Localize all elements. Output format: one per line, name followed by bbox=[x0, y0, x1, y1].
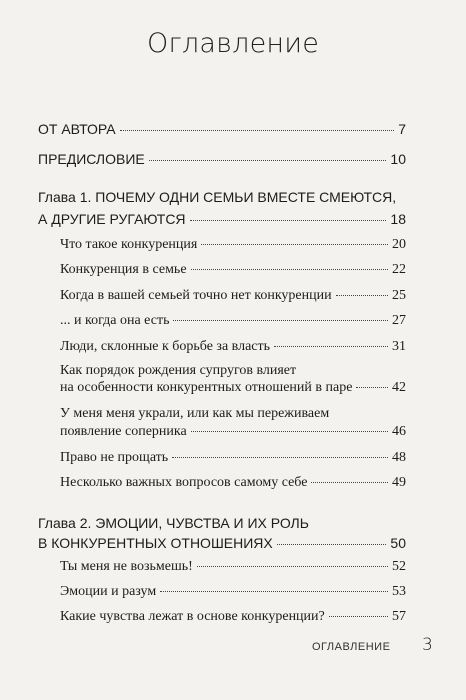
toc-page-number: 46 bbox=[392, 424, 406, 439]
toc-entry-label: появление соперника bbox=[60, 424, 187, 439]
dot-leader bbox=[201, 244, 388, 245]
toc-entry-label: Люди, склонные к борьбе за власть bbox=[60, 339, 271, 354]
toc-page-number: 53 bbox=[392, 584, 406, 599]
toc-entry-rival-line: У меня меня украли, или как мы переживаем bbox=[60, 406, 330, 421]
dot-leader bbox=[120, 130, 395, 131]
toc-page-number: 20 bbox=[392, 237, 406, 252]
toc-entry-feelings-basis[interactable] bbox=[60, 609, 406, 625]
toc-entry-when-it-exists[interactable] bbox=[60, 313, 406, 329]
toc-page-number: 27 bbox=[392, 313, 406, 328]
toc-page-number: 22 bbox=[392, 262, 406, 277]
toc-page-number: 42 bbox=[392, 380, 406, 395]
dot-leader bbox=[149, 160, 387, 161]
running-footer-section: ОГЛАВЛЕНИЕ bbox=[312, 641, 391, 653]
toc-entry-label: В КОНКУРЕНТНЫХ ОТНОШЕНИЯХ bbox=[38, 535, 273, 551]
toc-entry-power-struggle[interactable] bbox=[60, 339, 406, 355]
toc-entry-from-author[interactable] bbox=[38, 121, 406, 137]
toc-page-number: 57 bbox=[392, 609, 406, 624]
toc-page-number: 31 bbox=[392, 339, 406, 354]
toc-entry-birth-order-line: Как порядок рождения супругов влияет bbox=[60, 363, 297, 378]
toc-entry-label: на особенности конкурентных отношений в паре bbox=[60, 380, 353, 395]
toc-page-number: 7 bbox=[398, 121, 406, 137]
dot-leader bbox=[356, 387, 388, 388]
dot-leader bbox=[277, 544, 387, 545]
dot-leader bbox=[191, 431, 388, 432]
toc-entry-no-competition[interactable] bbox=[60, 288, 406, 304]
toc-entry-rival[interactable] bbox=[60, 424, 406, 440]
toc-page-number: 49 bbox=[392, 475, 406, 490]
toc-entry-questions[interactable] bbox=[60, 475, 406, 491]
dot-leader bbox=[311, 482, 388, 483]
toc-entry-what-is-competition[interactable] bbox=[60, 237, 406, 253]
toc-page-number: 52 bbox=[392, 559, 406, 574]
dot-leader bbox=[160, 591, 388, 592]
toc-page-number: 18 bbox=[390, 211, 406, 227]
toc-entry-label: Конкуренция в семье bbox=[60, 262, 187, 277]
dot-leader bbox=[173, 320, 388, 321]
toc-entry-wont-take-me[interactable] bbox=[60, 559, 406, 575]
toc-entry-label: Несколько важных вопросов самому себе bbox=[60, 475, 308, 490]
toc-entry-label: ... и когда она есть bbox=[60, 313, 170, 328]
toc-chapter-1-heading-line: Глава 1. ПОЧЕМУ ОДНИ СЕМЬИ ВМЕСТЕ СМЕЮТСЯ, bbox=[38, 189, 397, 205]
toc-entry-label: ПРЕДИСЛОВИЕ bbox=[38, 151, 145, 167]
toc-entry-right-not-forgive[interactable] bbox=[60, 450, 406, 466]
toc-entry-chapter-1[interactable] bbox=[38, 211, 406, 227]
toc-entry-label: Эмоции и разум bbox=[60, 584, 157, 599]
dot-leader bbox=[172, 457, 388, 458]
dot-leader bbox=[329, 616, 388, 617]
toc-chapter-2-heading-line: Глава 2. ЭМОЦИИ, ЧУВСТВА И ИХ РОЛЬ bbox=[38, 515, 309, 531]
dot-leader bbox=[336, 295, 388, 296]
toc-page-number: 10 bbox=[390, 151, 406, 167]
dot-leader bbox=[191, 269, 388, 270]
toc-page-number: 48 bbox=[392, 450, 406, 465]
toc-entry-competition-in-family[interactable] bbox=[60, 262, 406, 278]
toc-entry-label: Право не прощать bbox=[60, 450, 169, 465]
toc-page-number: 50 bbox=[390, 535, 406, 551]
dot-leader bbox=[274, 346, 388, 347]
dot-leader bbox=[190, 220, 387, 221]
toc-entry-label: Какие чувства лежат в основе конкуренции? bbox=[60, 609, 325, 624]
toc-entry-label: ОТ АВТОРА bbox=[38, 121, 116, 137]
toc-entry-preface[interactable] bbox=[38, 151, 406, 167]
toc-entry-label: Что такое конкуренция bbox=[60, 237, 198, 252]
toc-entry-chapter-2[interactable] bbox=[38, 535, 406, 551]
toc-entry-emotions-reason[interactable] bbox=[60, 584, 406, 600]
toc-entry-label: Когда в вашей семьей точно нет конкуренции bbox=[60, 288, 332, 303]
toc-entry-birth-order[interactable] bbox=[60, 380, 406, 396]
toc-entry-label: Ты меня не возьмешь! bbox=[60, 559, 193, 574]
page-number: 3 bbox=[422, 635, 433, 655]
page-title: Оглавление bbox=[146, 28, 320, 59]
toc-page-number: 25 bbox=[392, 288, 406, 303]
toc-entry-label: А ДРУГИЕ РУГАЮТСЯ bbox=[38, 211, 186, 227]
dot-leader bbox=[197, 566, 388, 567]
